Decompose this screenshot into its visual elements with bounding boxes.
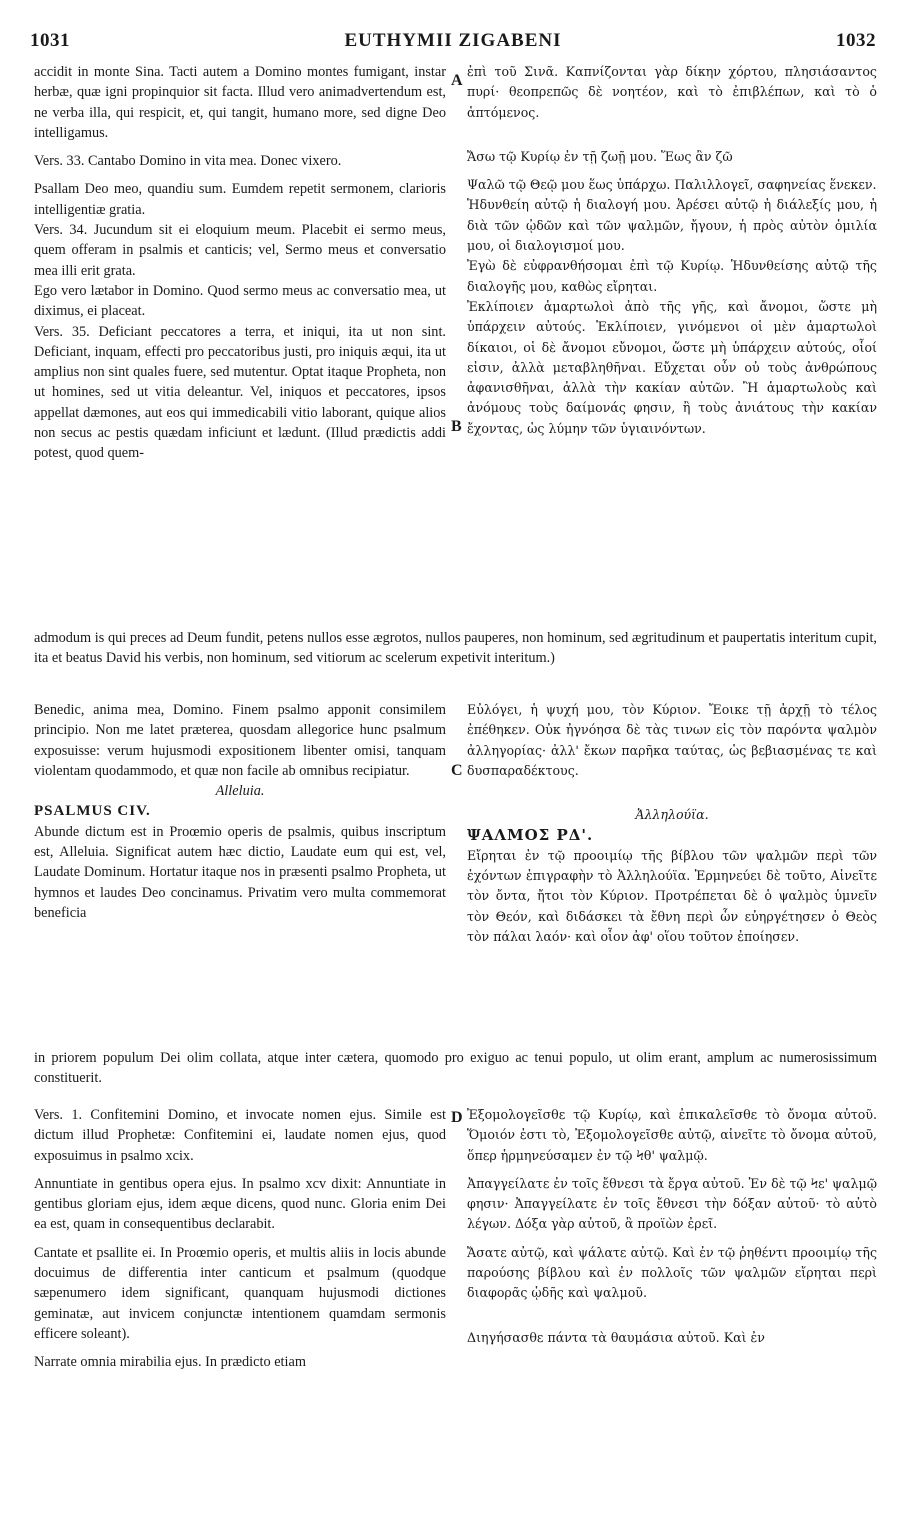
greek-column-upper (467, 62, 877, 622)
page-number-right: 1032 (836, 30, 876, 51)
greek-paragraph: Ψαλῶ τῷ Θεῷ μου ἕως ὑπάρχω. Παλιλλογεῖ, σαφηνείας ἕνεκεν. (467, 177, 877, 193)
latin-paragraph: Psallam Deo meo, quandiu sum. Eumdem repetit sermonem, clarioris intelligentiæ gratia. (34, 181, 446, 218)
latin-verse: Vers. 35. Deficiant peccatores a terra, et iniqui, ita ut non sint. Deficiant, inquam, effecti pro peccatoribus justi, pro iniquis æqui, ita ut amplius non sint quales fuere, sed mutentur. Optat itaque Propheta, non ut homines, sed ut vitia deleantur. Vel, iniquos et peccatores, ipsos appellat dæmones, aut eos qui immedicabili vitio laborant, quique alios non secus ac pestis quædam inficiunt et lædunt. (Illud prædictis addi potest, quod quem- (34, 323, 446, 462)
latin-verse: Vers. 33. Cantabo Domino in vita mea. Donec vixero. (34, 153, 342, 170)
greek-paragraph: Εἴρηται ἐν τῷ προοιμίῳ τῆς βίβλου τῶν ψαλμῶν περὶ τῶν ἐχόντων ἐπιγραφὴν τὸ Ἀλληλούϊα. Ἑρμηνεύει δὲ τοῦτο, Αἰνεῖτε τὸν ὄντα, ἤτοι τὸν Κύριον. Προτρέπεται δὲ ὁ ψαλμὸς ὑμνεῖν τὸν Θεόν, καὶ διδάσκει τὰ ἔθνη περὶ ὧν εὐηργέτησεν ὁ Θεὸς τὸν πάλαι λαόν· καὶ οἷον ἀφ' οἵου τοῦτον ἐποίησεν. (467, 847, 877, 944)
page-header (30, 30, 876, 60)
greek-paragraph: Ἐγὼ δὲ εὐφρανθήσομαι ἐπὶ τῷ Κυρίῳ. Ἡδυνθείσης αὐτῷ τῆς διαλογῆς μου, καθὼς εἴρηται. (467, 258, 877, 294)
greek-verse: Ἄσω τῷ Κυρίῳ ἐν τῇ ζωῇ μου. Ἕως ἂν ζῶ (467, 148, 733, 164)
running-title: EUTHYMII ZIGABENI (344, 30, 562, 51)
margin-marker-c: C (451, 762, 463, 779)
greek-paragraph: Εὐλόγει, ἡ ψυχή μου, τὸν Κύριον. Ἔοικε τῇ ἀρχῇ τὸ τέλος ἐπέθηκεν. Οὐκ ἠγνόησα δὲ τὰς τινων εἰς τὸν παρόντα ψαλμὸν ἀλληγορίας· ἀλλ' ἔκων παρῆκα ταύτας, ὡς βεβιασμένας τε καὶ δυσπαραδέκτους. (467, 702, 877, 778)
latin-paragraph: Abunde dictum est in Proœmio operis de psalmis, quibus inscriptum est, Alleluia. Significat autem hæc dictio, Laudate eum qui est, vel, Laudate Dominum. Hortatur itaque nos in præsenti psalmo Propheta, ut hymnos et laudes Deo concinamus. Privatim vero multa commemorat beneficia (34, 823, 446, 921)
greek-verse: Ἐκλίποιεν ἁμαρτωλοὶ ἀπὸ τῆς γῆς, καὶ ἄνομοι, ὥστε μὴ ὑπάρχειν αὐτούς. Ἐκλίποιεν, γινόμενοι οἱ μὲν ἁμαρτωλοὶ δίκαιοι, οἱ δὲ ἄνομοι εὔνομοι, ὥστε μὴ ὑπάρχειν αὐτούς, οἷοί εἰσιν, ἀλλὰ μεταβληθῆναι. Εὔχεται οὖν οὐ τοὺς ἀνθρώπους ἀφανισθῆναι, ἀλλὰ τὴν κακίαν αὐτῶν. Ἢ ἁμαρτωλοὺς καὶ ἀνόμους τοὺς δαίμονάς φησιν, ἢ τοὺς ἀνιάτους τὴν κακίαν ἔχοντας, ὡς λύμην τῶν ὑγιαινόντων. (467, 298, 877, 436)
latin-paragraph: Narrate omnia mirabilia ejus. In prædicto etiam (34, 1354, 306, 1371)
latin-paragraph: Ego vero lætabor in Domino. Quod sermo meus ac conversatio mea, ut diximus, ei placeat. (34, 282, 446, 320)
greek-alleluia: Ἀλληλούϊα. (635, 807, 709, 823)
latin-verse: Vers. 1. Confitemini Domino, et invocate nomen ejus. Simile est dictum illud Prophetæ: Confitemini ei, laudate nomen ejus, quod exposuimus in psalmo xcix. (34, 1107, 446, 1164)
greek-paragraph: Ἄσατε αὐτῷ, καὶ ψάλατε αὐτῷ. Καὶ ἐν τῷ ῥηθέντι προοιμίῳ τῆς παρούσης βίβλου καὶ ἐν πολλοῖς τῶν ψαλμῶν εἴρηται περὶ διαφορᾶς ᾠδῆς καὶ ψαλμοῦ. (467, 1244, 877, 1301)
margin-marker-b: B (451, 418, 462, 435)
greek-column-middle (467, 700, 877, 947)
greek-paragraph: ἐπὶ τοῦ Σινᾶ. Καπνίζονται γὰρ δίκην χόρτου, πλησιάσαντος πυρί· θεοπρεπῶς δὲ νοητέον, καὶ τὸ ἐπιβλέπων, καὶ τὸ ὁ ἁπτόμενος. (467, 64, 877, 120)
latin-paragraph: Benedic, anima mea, Domino. Finem psalmo apponit consimilem principio. Non me latet præterea, quosdam allegorice hunc psalmum exposuisse: verum hujusmodi expositionem libenter omisi, tanquam violentam quodammodo, et quæ non facile ab omnibus recipiatur. (34, 702, 446, 779)
latin-psalm-heading: PSALMUS CIV. (34, 803, 151, 820)
greek-paragraph: Διηγήσασθε πάντα τὰ θαυμάσια αὐτοῦ. Καὶ ἐν (467, 1329, 765, 1345)
latin-paragraph: Cantate et psallite ei. In Proœmio operis, et multis aliis in locis abunde docuimus de differentia inter canticum et psalmum (quodque sæpenumero idem significant, quanquam hujusmodi dictiones geminatæ, aut invicem conjunctæ intentionem quamdam sermonis efficere soleant). (34, 1244, 446, 1342)
latin-column-upper (34, 62, 446, 622)
greek-paragraph: Ἀπαγγείλατε ἐν τοῖς ἔθνεσι τὰ ἔργα αὐτοῦ. Ἐν δὲ τῷ Ϟε' ψαλμῷ φησιν· Ἀπαγγείλατε ἐν τοῖς ἔθνεσι τὴν δόξαν αὐτοῦ· τὸ αὐτὸ λέγων. Δόξα γὰρ αὐτοῦ, ἃ προϊὼν ἐρεῖ. (467, 1175, 877, 1232)
latin-alleluia: Alleluia. (215, 783, 265, 800)
latin-column-lower (34, 1105, 446, 1373)
latin-paragraph: accidit in monte Sina. Tacti autem a Domino montes fumigant, instar herbæ, quæ igni propinquior sit facta. Illud vero animadvertendum est, ne verba illa, qui respicit, et, qui tangit, humano more, sed digne Deo intelligamus. (34, 64, 446, 141)
margin-marker-a: A (451, 72, 463, 89)
greek-verse: Ἡδυνθείη αὐτῷ ἡ διαλογή μου. Ἀρέσει αὐτῷ ἡ διάλεξίς μου, ἡ διὰ τῶν ᾠδῶν καὶ τῶν ψαλμῶν, ἤγουν, ἡ πρὸς αὐτὸν ὁμιλία μου, οἱ διαλογισμοί μου. (467, 197, 877, 254)
greek-psalm-heading: ΨΑΛΜΟΣ ΡΔ'. (467, 826, 594, 845)
full-width-passage-1: admodum is qui preces ad Deum fundit, petens nullos esse ægrotos, nullos pauperes, non hominum, sed ægritudinum et paupertatis interitum cupit, ita et beatus David his verbis, non hominum, sed vitiorum ac scelerum expetivit interitum.) (34, 630, 877, 667)
full-width-passage-2: in priorem populum Dei olim collata, atque inter cætera, quomodo pro exiguo ac tenui populo, ut olim erant, amplum ac numerosissimum constituerit. (34, 1050, 877, 1087)
greek-verse: Ἐξομολογεῖσθε τῷ Κυρίῳ, καὶ ἐπικαλεῖσθε τὸ ὄνομα αὐτοῦ. Ὅμοιόν ἐστι τὸ, Ἐξομολογεῖσθε αὐτῷ, αἰνεῖτε τὸ ὄνομα αὐτοῦ, ὅπερ ἡρμηνεύσαμεν ἐν τῷ Ϟθ' ψαλμῷ. (467, 1107, 877, 1163)
latin-column-middle (34, 700, 446, 923)
margin-marker-d: D (451, 1109, 463, 1126)
latin-verse: Vers. 34. Jucundum sit ei eloquium meum. Placebit ei sermo meus, quem offeram in psalmis et canticis; vel, Sermo meus et conversatio mea illi erit grata. (34, 222, 446, 279)
greek-column-lower (467, 1105, 877, 1348)
page-number-left: 1031 (30, 30, 70, 51)
latin-paragraph: Annuntiate in gentibus opera ejus. In psalmo xcv dixit: Annuntiate in gentibus gloriam ejus, idem æque dicens, quod nunc. Gloria enim Dei ea est, quam in consequentibus declarabit. (34, 1175, 446, 1233)
